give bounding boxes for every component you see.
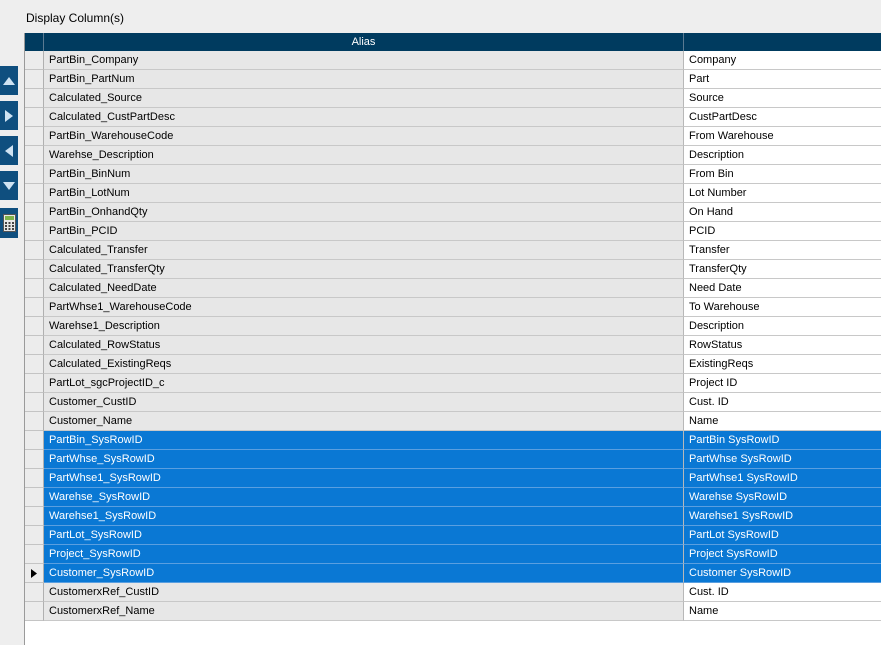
field-cell[interactable]: PartBin_BinNum (44, 165, 684, 184)
table-row[interactable] (25, 184, 881, 203)
table-row[interactable] (25, 507, 881, 526)
field-cell[interactable]: CustomerxRef_Name (44, 602, 684, 621)
alias-cell[interactable]: Name (684, 602, 881, 621)
field-cell[interactable]: Calculated_ExistingReqs (44, 355, 684, 374)
alias-cell[interactable]: Transfer (684, 241, 881, 260)
table-row[interactable] (25, 412, 881, 431)
move-up-button[interactable] (0, 66, 18, 95)
arrow-right-icon (4, 109, 14, 123)
alias-column-header[interactable]: Alias (44, 33, 684, 51)
table-row[interactable] (25, 583, 881, 602)
field-cell[interactable]: Customer_SysRowID (44, 564, 684, 583)
alias-cell[interactable]: PartBin SysRowID (684, 431, 881, 450)
table-row[interactable] (25, 70, 881, 89)
row-selector[interactable] (25, 108, 44, 127)
field-cell[interactable]: PartBin_WarehouseCode (44, 127, 684, 146)
field-cell[interactable]: Warehse1_Description (44, 317, 684, 336)
field-cell[interactable]: PartLot_SysRowID (44, 526, 684, 545)
table-row[interactable] (25, 602, 881, 621)
alias-cell[interactable]: Name (684, 412, 881, 431)
field-cell[interactable]: Project_SysRowID (44, 545, 684, 564)
row-selector[interactable] (25, 507, 44, 526)
display-columns-grid (24, 33, 881, 645)
alias-cell[interactable]: Cust. ID (684, 393, 881, 412)
row-selector[interactable] (25, 431, 44, 450)
alias-cell[interactable]: Warehse SysRowID (684, 488, 881, 507)
field-cell[interactable]: PartBin_Company (44, 51, 684, 70)
field-cell[interactable]: PartBin_LotNum (44, 184, 684, 203)
alias-cell[interactable]: To Warehouse (684, 298, 881, 317)
table-row[interactable] (25, 108, 881, 127)
alias-cell[interactable]: ExistingReqs (684, 355, 881, 374)
table-row[interactable] (25, 241, 881, 260)
calculator-icon (3, 214, 16, 232)
field-cell[interactable]: PartLot_sgcProjectID_c (44, 374, 684, 393)
row-selector[interactable] (25, 450, 44, 469)
field-cell[interactable]: PartWhse_SysRowID (44, 450, 684, 469)
move-down-button[interactable] (0, 171, 18, 200)
header-row-selector[interactable] (25, 33, 44, 51)
arrow-down-icon (2, 181, 16, 191)
field-cell[interactable]: Calculated_NeedDate (44, 279, 684, 298)
field-cell[interactable]: Calculated_Source (44, 89, 684, 108)
table-row[interactable] (25, 469, 881, 488)
alias-cell[interactable]: TransferQty (684, 260, 881, 279)
row-selector[interactable] (25, 355, 44, 374)
field-cell[interactable]: PartWhse1_WarehouseCode (44, 298, 684, 317)
field-cell[interactable]: PartBin_PartNum (44, 70, 684, 89)
field-cell[interactable]: CustomerxRef_CustID (44, 583, 684, 602)
field-cell[interactable]: Calculated_TransferQty (44, 260, 684, 279)
row-selector[interactable] (25, 89, 44, 108)
table-row[interactable] (25, 336, 881, 355)
row-selector[interactable] (25, 165, 44, 184)
table-row[interactable] (25, 89, 881, 108)
table-row[interactable] (25, 393, 881, 412)
field-cell[interactable]: Warehse1_SysRowID (44, 507, 684, 526)
table-row[interactable] (25, 203, 881, 222)
table-row[interactable] (25, 564, 881, 583)
alias-cell[interactable]: Lot Number (684, 184, 881, 203)
table-row[interactable] (25, 431, 881, 450)
table-row[interactable] (25, 51, 881, 70)
alias-cell[interactable]: Need Date (684, 279, 881, 298)
field-cell[interactable]: Calculated_Transfer (44, 241, 684, 260)
row-selector[interactable] (25, 260, 44, 279)
table-row[interactable] (25, 127, 881, 146)
alias-cell[interactable]: Part (684, 70, 881, 89)
table-row[interactable] (25, 279, 881, 298)
alias-cell[interactable]: PCID (684, 222, 881, 241)
alias-cell[interactable]: Cust. ID (684, 583, 881, 602)
row-selector[interactable] (25, 602, 44, 621)
row-selector[interactable] (25, 51, 44, 70)
panel-title: Display Column(s) (26, 11, 125, 25)
field-cell[interactable]: Customer_Name (44, 412, 684, 431)
alias-cell[interactable]: Description (684, 317, 881, 336)
row-selector[interactable] (25, 374, 44, 393)
field-cell[interactable]: PartBin_PCID (44, 222, 684, 241)
row-selector[interactable] (25, 564, 44, 583)
grid-header (25, 33, 881, 51)
alias-cell[interactable]: PartWhse SysRowID (684, 450, 881, 469)
field-cell[interactable]: PartBin_OnhandQty (44, 203, 684, 222)
row-selector[interactable] (25, 469, 44, 488)
table-row[interactable] (25, 317, 881, 336)
row-selector[interactable] (25, 298, 44, 317)
table-row[interactable] (25, 165, 881, 184)
row-selector[interactable] (25, 279, 44, 298)
alias-cell[interactable]: Description (684, 146, 881, 165)
row-selector[interactable] (25, 583, 44, 602)
field-cell[interactable]: Customer_CustID (44, 393, 684, 412)
table-row[interactable] (25, 260, 881, 279)
field-cell[interactable]: Calculated_RowStatus (44, 336, 684, 355)
grid-rows (25, 51, 881, 621)
row-selector[interactable] (25, 203, 44, 222)
alias-cell[interactable]: Company (684, 51, 881, 70)
table-row[interactable] (25, 298, 881, 317)
alias-cell[interactable]: PartWhse1 SysRowID (684, 469, 881, 488)
alias-cell[interactable]: From Bin (684, 165, 881, 184)
field-cell[interactable]: Warehse_Description (44, 146, 684, 165)
table-row[interactable] (25, 526, 881, 545)
calculator-button[interactable] (0, 208, 18, 238)
row-selector[interactable] (25, 127, 44, 146)
row-selector[interactable] (25, 241, 44, 260)
current-row-indicator-icon (31, 569, 37, 578)
row-selector[interactable] (25, 184, 44, 203)
move-left-button[interactable] (0, 136, 18, 165)
row-selector[interactable] (25, 545, 44, 564)
row-selector[interactable] (25, 393, 44, 412)
alias-cell[interactable]: CustPartDesc (684, 108, 881, 127)
alias-cell[interactable]: Source (684, 89, 881, 108)
row-selector[interactable] (25, 70, 44, 89)
alias-cell[interactable]: From Warehouse (684, 127, 881, 146)
row-selector[interactable] (25, 317, 44, 336)
table-row[interactable] (25, 222, 881, 241)
field-cell[interactable]: Calculated_CustPartDesc (44, 108, 684, 127)
alias-cell[interactable]: Project SysRowID (684, 545, 881, 564)
table-row[interactable] (25, 488, 881, 507)
row-selector[interactable] (25, 336, 44, 355)
arrow-left-icon (4, 144, 14, 158)
table-row[interactable] (25, 355, 881, 374)
alias-cell[interactable]: Project ID (684, 374, 881, 393)
alias-cell[interactable]: Warehse1 SysRowID (684, 507, 881, 526)
field-cell[interactable]: PartWhse1_SysRowID (44, 469, 684, 488)
row-selector[interactable] (25, 146, 44, 165)
table-row[interactable] (25, 545, 881, 564)
row-selector[interactable] (25, 222, 44, 241)
table-row[interactable] (25, 146, 881, 165)
value-column-header[interactable] (684, 33, 881, 51)
alias-cell[interactable]: On Hand (684, 203, 881, 222)
alias-cell[interactable]: RowStatus (684, 336, 881, 355)
row-selector[interactable] (25, 526, 44, 545)
alias-cell[interactable]: PartLot SysRowID (684, 526, 881, 545)
move-right-button[interactable] (0, 101, 18, 130)
table-row[interactable] (25, 374, 881, 393)
alias-cell[interactable]: Customer SysRowID (684, 564, 881, 583)
field-cell[interactable]: Warehse_SysRowID (44, 488, 684, 507)
arrow-up-icon (2, 76, 16, 86)
table-row[interactable] (25, 450, 881, 469)
row-selector[interactable] (25, 488, 44, 507)
row-selector[interactable] (25, 412, 44, 431)
field-cell[interactable]: PartBin_SysRowID (44, 431, 684, 450)
